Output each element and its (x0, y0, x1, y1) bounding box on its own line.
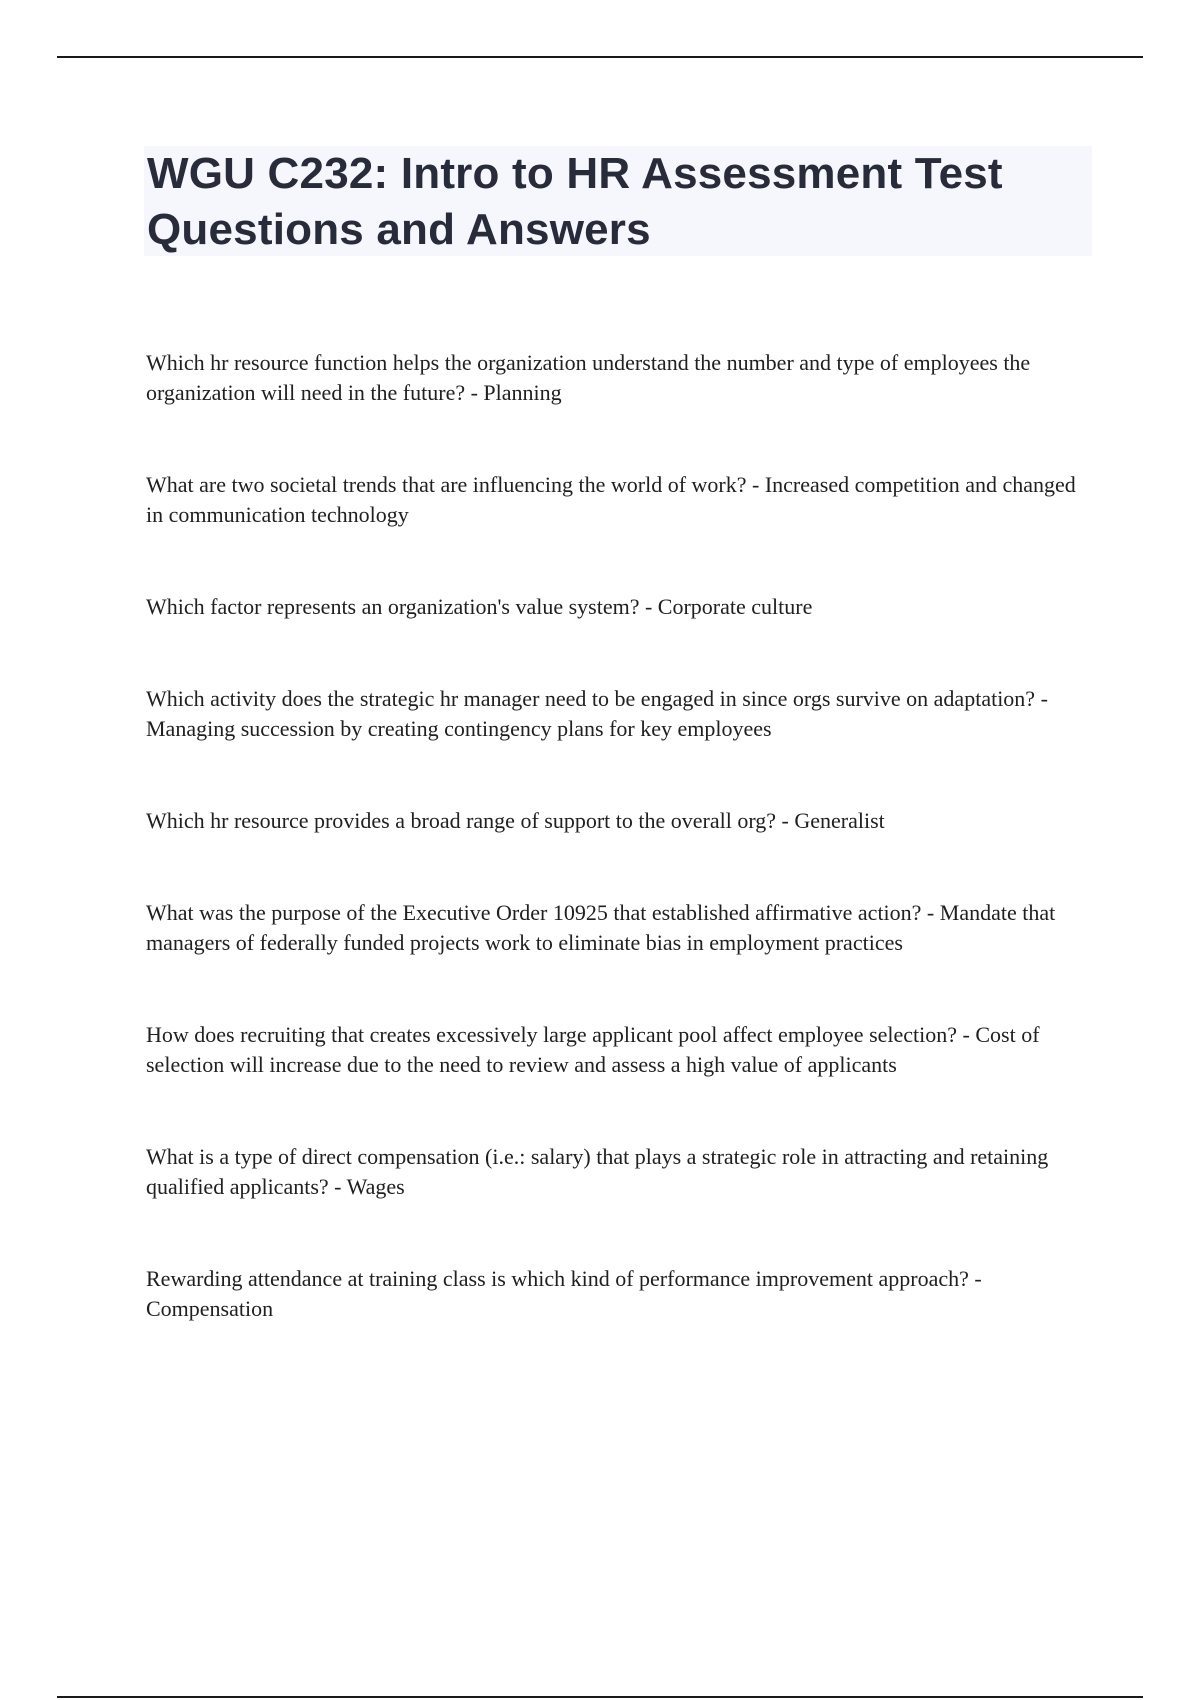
qa-item: Which activity does the strategic hr manager need to be engaged in since orgs survive on adaptation? - Managing succession by creating contingency plans for key employees (146, 686, 1048, 741)
document-title: WGU C232: Intro to HR Assessment Test Questions and Answers (147, 149, 1003, 254)
qa-item: What are two societal trends that are influencing the world of work? - Increased competition and changed in communication technology (146, 472, 1076, 527)
top-divider (57, 56, 1143, 58)
qa-item: Which hr resource provides a broad range of support to the overall org? - Generalist (146, 808, 885, 833)
qa-item: What was the purpose of the Executive Order 10925 that established affirmative action? - Mandate that managers of federally funded projects work to eliminate bias in employment practices (146, 900, 1056, 955)
qa-item: Which hr resource function helps the organization understand the number and type of employees the organization will need in the future? - Planning (146, 350, 1031, 405)
qa-list (146, 348, 1092, 1324)
qa-item: Rewarding attendance at training class is which kind of performance improvement approach? - Compensation (146, 1266, 982, 1321)
bottom-divider (57, 1696, 1143, 1698)
qa-item: Which factor represents an organization's value system? - Corporate culture (146, 594, 813, 619)
title-block (144, 146, 1092, 256)
qa-item: How does recruiting that creates excessively large applicant pool affect employee selection? - Cost of selection will increase due to the need to review and assess a high value of applicants (146, 1022, 1040, 1077)
qa-item: What is a type of direct compensation (i.e.: salary) that plays a strategic role in attracting and retaining qualified applicants? - Wages (146, 1144, 1049, 1199)
